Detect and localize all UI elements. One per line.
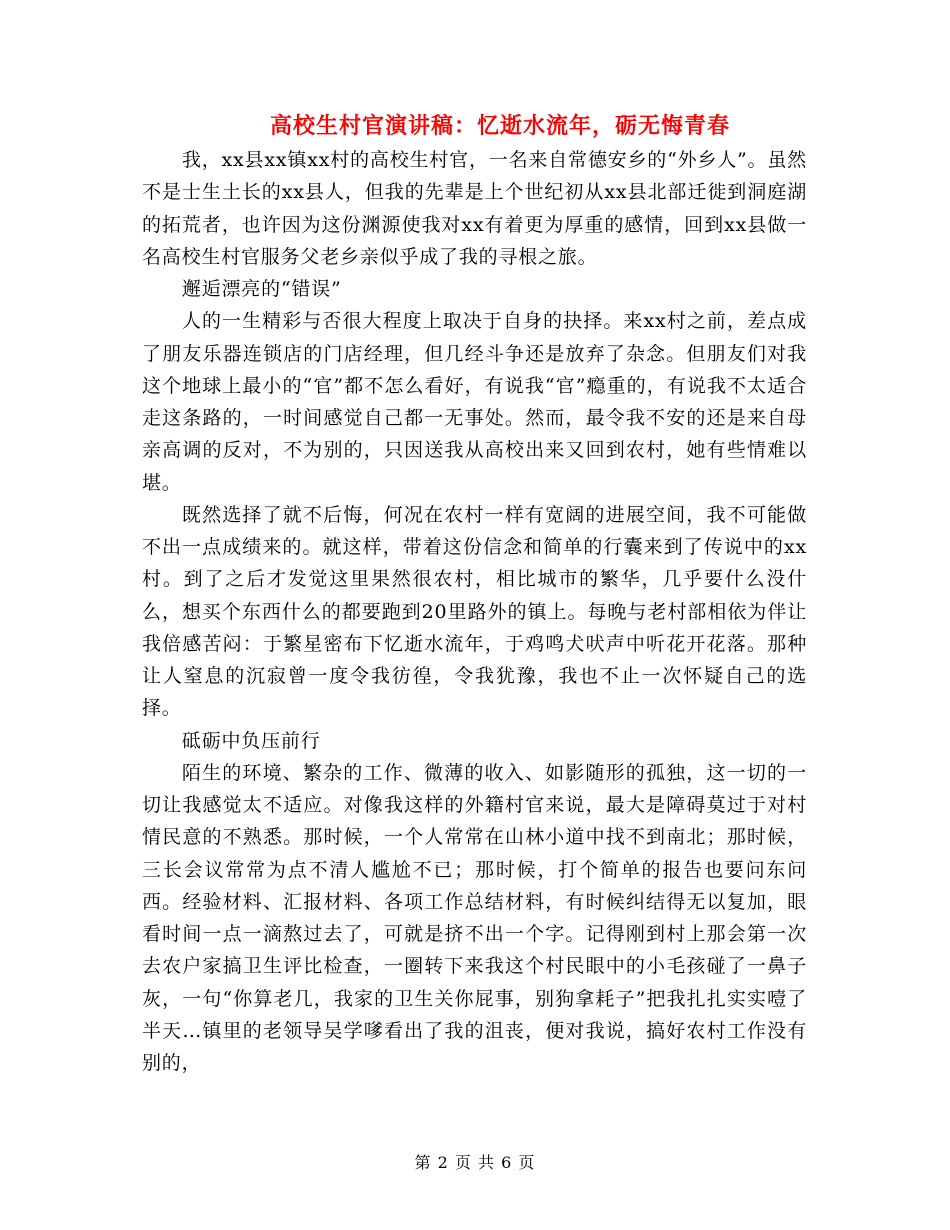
section-heading-pressure: 砥砺中负压前行 bbox=[181, 729, 321, 752]
document-body bbox=[142, 144, 807, 1079]
paragraph-arrival: 既然选择了就不后悔，何况在农村一样有宽阔的进展空间，我不可能做不出一点成绩来的。就这样，带着这份信念和简单的行囊来到了传说中的xx村。到了之后才发觉这里果然很农村，相比城市的繁华，几乎要什么没什么，想买个东西什么的都要跑到20里路外的镇上。每晚与老村部相依为伴让我倍感苦闷：于繁星密布下忆逝水流年，于鸡鸣犬吠声中听花开花落。那种让人窒息的沉寂曾一度令我彷徨，令我犹豫，我也不止一次怀疑自己的选择。 bbox=[142, 503, 807, 720]
section-heading-mistake: 邂逅漂亮的“错误” bbox=[181, 278, 342, 300]
paragraph-choice: 人的一生精彩与否很大程度上取决于自身的抉择。来xx村之前，差点成了朋友乐器连锁店的门店经理，但几经斗争还是放弃了杂念。但朋友们对我这个地球上最小的“官”都不怎么看好，有说我“官”瘾重的，有说我不太适合走这条路的，一时间感觉自己都一无事处。然而，最令我不安的还是来自母亲高调的反对，不为别的，只因送我从高校出来又回到农村，她有些情难以堪。 bbox=[142, 310, 807, 494]
document-title: 高校生村官演讲稿：忆逝水流年，砺无悔青春 bbox=[269, 113, 730, 139]
page-footer: 第 2 页 共 6 页 bbox=[414, 1153, 536, 1172]
paragraph-intro: 我，xx县xx镇xx村的高校生村官，一名来自常德安乡的“外乡人”。虽然不是士生土长的xx县人，但我的先辈是上个世纪初从xx县北部迁徙到洞庭湖的拓荒者，也许因为这份渊源使我对xx有着更为厚重的感情，回到xx县做一名高校生村官服务父老乡亲似乎成了我的寻根之旅。 bbox=[142, 149, 807, 268]
paragraph-challenges: 陌生的环境、繁杂的工作、微薄的收入、如影随形的孤独，这一切的一切让我感觉太不适应。对像我这样的外籍村官来说，最大是障碍莫过于对村情民意的不熟悉。那时候，一个人常常在山林小道中找不到南北；那时候，三长会议常常为点不清人尴尬不已；那时候，打个简单的报告也要问东问西。经验材料、汇报材料、各项工作总结材料，有时候纠结得无以复加，眼看时间一点一滴熬过去了，可就是挤不出一个字。记得刚到村上那会第一次去农户家搞卫生评比检查，一圈转下来我这个村民眼中的小毛孩碰了一鼻子灰，一句“你算老几，我家的卫生关你屁事，别狗拿耗子”把我扎扎实实噎了半天…镇里的老领导吴学嗲看出了我的沮丧，便对我说，搞好农村工作没有别的， bbox=[142, 761, 807, 1074]
